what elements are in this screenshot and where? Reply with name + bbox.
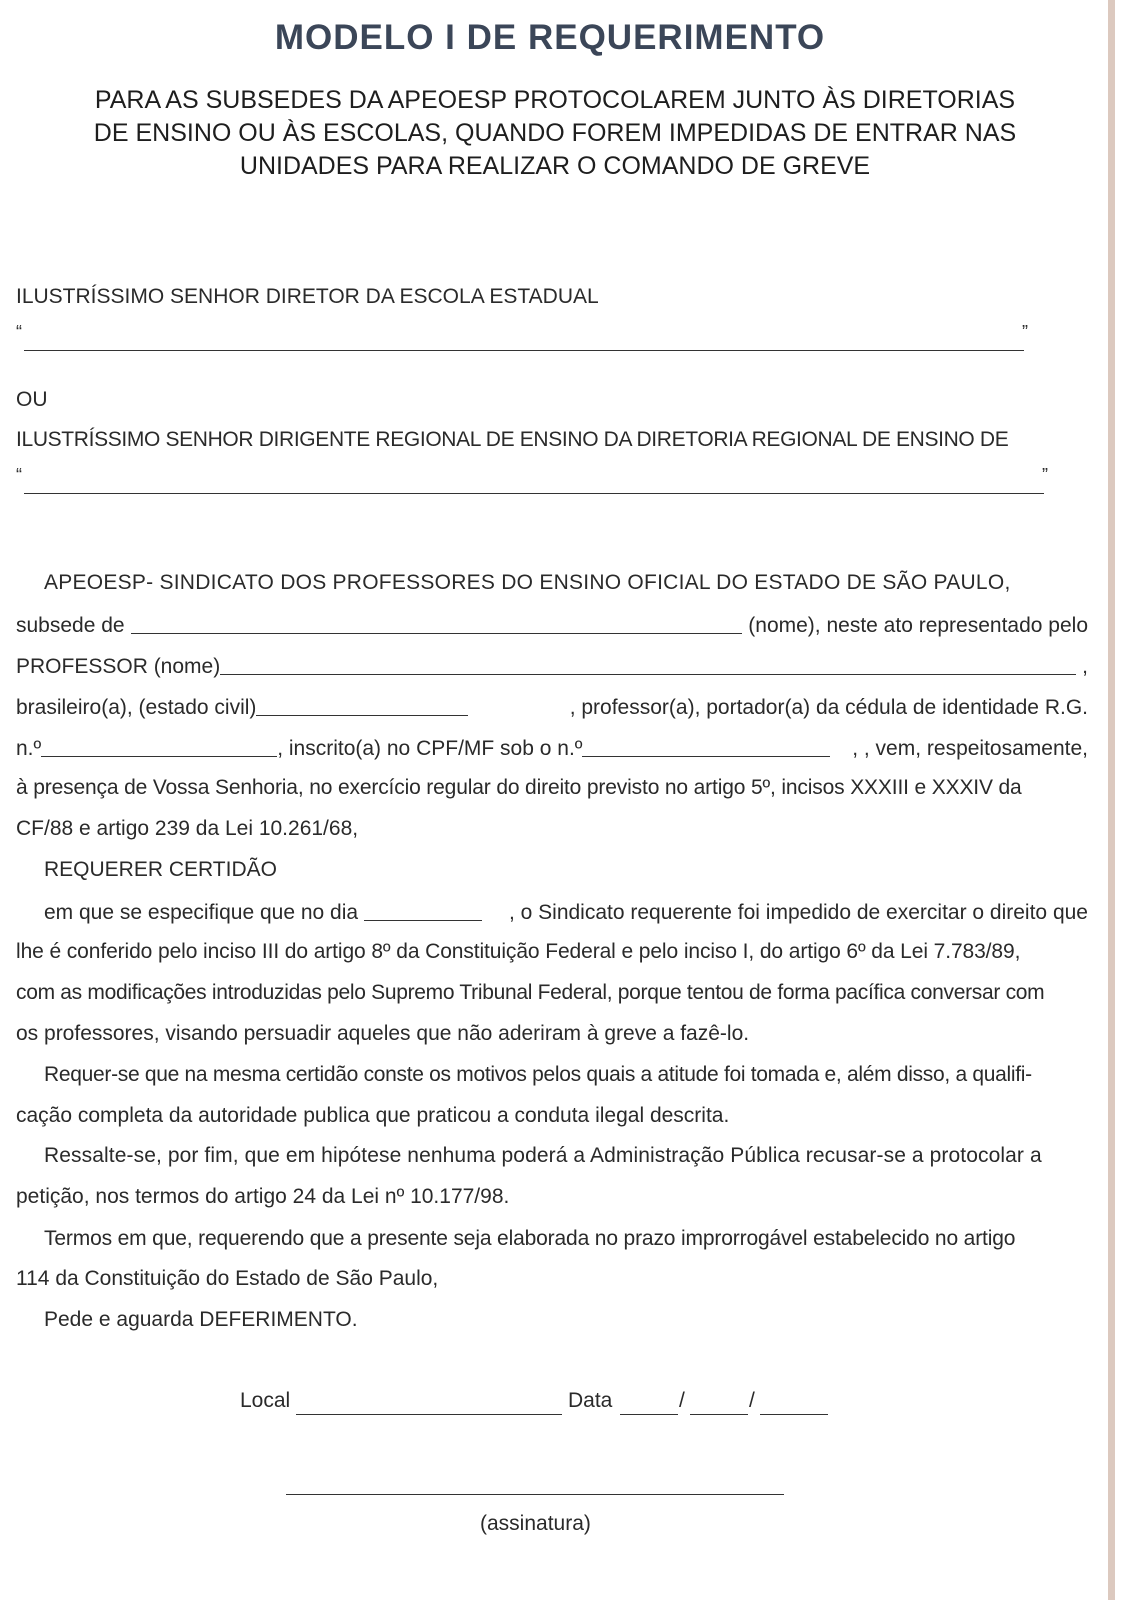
professor-label: PROFESSOR (nome): [16, 655, 221, 678]
body-p1-line4: [16, 690, 1088, 720]
body-p1-line2: [16, 608, 1088, 638]
date-label: Data: [568, 1389, 613, 1412]
or-label: OU: [16, 388, 48, 411]
date-sentence-suffix: , o Sindicato requerente foi impedido de exercitar o direito que: [508, 901, 1088, 924]
subsede-label: subsede de: [16, 614, 125, 637]
rg-number-label: n.º: [16, 737, 42, 760]
date-separator-1: /: [679, 1389, 685, 1412]
body-p4-line2: petição, nos termos do artigo 24 da Lei nº 10.177/98.: [16, 1185, 510, 1208]
date-month-field[interactable]: [690, 1414, 748, 1415]
date-day-field[interactable]: [620, 1414, 678, 1415]
regional-name-field[interactable]: [24, 493, 1044, 494]
cpf-label: , inscrito(a) no CPF/MF sob o n.º: [277, 737, 583, 760]
signature-label: (assinatura): [480, 1512, 591, 1535]
subtitle-line-2: DE ENSINO OU ÀS ESCOLAS, QUANDO FOREM IMPEDIDAS DE ENTRAR NAS: [93, 119, 1017, 147]
school-name-field[interactable]: [24, 350, 1024, 351]
body-p2-line2: lhe é conferido pelo inciso III do artigo 8º da Constituição Federal e pelo inciso I, do artigo 6º da Lei 7.783/89,: [16, 940, 1021, 963]
date-sentence-label: em que se especifique que no dia: [44, 901, 359, 924]
body-p1-line7: CF/88 e artigo 239 da Lei 10.261/68,: [16, 817, 359, 840]
signature-field[interactable]: [286, 1494, 784, 1495]
addressee-regional-label: ILUSTRÍSSIMO SENHOR DIRIGENTE REGIONAL DE ENSINO DA DIRETORIA REGIONAL DE ENSINO DE: [16, 428, 1009, 451]
rg-number-field[interactable]: [41, 756, 277, 757]
professor-name-field[interactable]: [220, 674, 1076, 675]
regional-close-quote: ”: [1042, 465, 1048, 485]
addressee-school-label: ILUSTRÍSSIMO SENHOR DIRETOR DA ESCOLA ESTADUAL: [16, 285, 599, 308]
local-label: Local: [240, 1389, 291, 1412]
regional-open-quote: “: [16, 465, 22, 485]
subsede-name-field[interactable]: [131, 633, 743, 634]
impediment-date-field[interactable]: [364, 920, 482, 921]
page-edge-bar: [1108, 0, 1115, 1600]
body-p1-line1: APEOESP- SINDICATO DOS PROFESSORES DO ENSINO OFICIAL DO ESTADO DE SÃO PAULO,: [44, 571, 1011, 594]
body-p3-line2: cação completa da autoridade publica que praticou a conduta ilegal descrita.: [16, 1104, 730, 1127]
date-year-field[interactable]: [760, 1414, 828, 1415]
date-separator-2: /: [749, 1389, 755, 1412]
civil-status-label: brasileiro(a), (estado civil): [16, 696, 257, 719]
subtitle-line-3: UNIDADES PARA REALIZAR O COMANDO DE GREVE: [239, 152, 871, 180]
closing-line: Pede e aguarda DEFERIMENTO.: [44, 1308, 358, 1331]
body-p1-line6: à presença de Vossa Senhoria, no exercício regular do direito previsto no artigo 5º, incisos XXXIII e XXXIV da: [16, 776, 1022, 799]
cpf-number-field[interactable]: [582, 756, 830, 757]
body-p2-line4: os professores, visando persuadir aqueles que não aderiram à greve a fazê-lo.: [16, 1022, 750, 1045]
school-open-quote: “: [16, 322, 22, 342]
request-heading: REQUERER CERTIDÃO: [44, 858, 277, 881]
body-p3-line1: Requer-se que na mesma certidão conste os motivos pelos quais a atitude foi tomada e, além disso, a qualifi-: [44, 1063, 1032, 1086]
subtitle-line-1: PARA AS SUBSEDES DA APEOESP PROTOCOLAREM JUNTO ÀS DIRETORIAS: [94, 86, 1016, 114]
document-title: MODELO I DE REQUERIMENTO: [274, 18, 826, 57]
body-p5-line2: 114 da Constituição do Estado de São Paulo,: [16, 1267, 439, 1290]
local-field[interactable]: [296, 1414, 562, 1415]
school-close-quote: ”: [1022, 322, 1028, 342]
rg-label: , professor(a), portador(a) da cédula de identidade R.G.: [569, 696, 1088, 719]
body-p2-line3: com as modificações introduzidas pelo Supremo Tribunal Federal, porque tentou de forma pacífica conversar com: [16, 981, 1045, 1004]
body-p4-line1: Ressalte-se, por fim, que em hipótese nenhuma poderá a Administração Pública recusar-se a protocolar a: [44, 1144, 1042, 1167]
professor-comma: ,: [1082, 655, 1088, 678]
body-p1-line3: [16, 649, 1088, 679]
subsede-suffix: (nome), neste ato representado pelo: [748, 614, 1088, 637]
body-p1-line5: [16, 731, 1088, 761]
body-p2-line1: [44, 895, 1088, 925]
document-subtitle: [20, 84, 1090, 183]
body-p5-line1: Termos em que, requerendo que a presente seja elaborada no prazo improrrogável estabelecido no artigo: [44, 1227, 1016, 1250]
cpf-suffix: , , vem, respeitosamente,: [852, 737, 1088, 760]
civil-status-field[interactable]: [256, 715, 468, 716]
